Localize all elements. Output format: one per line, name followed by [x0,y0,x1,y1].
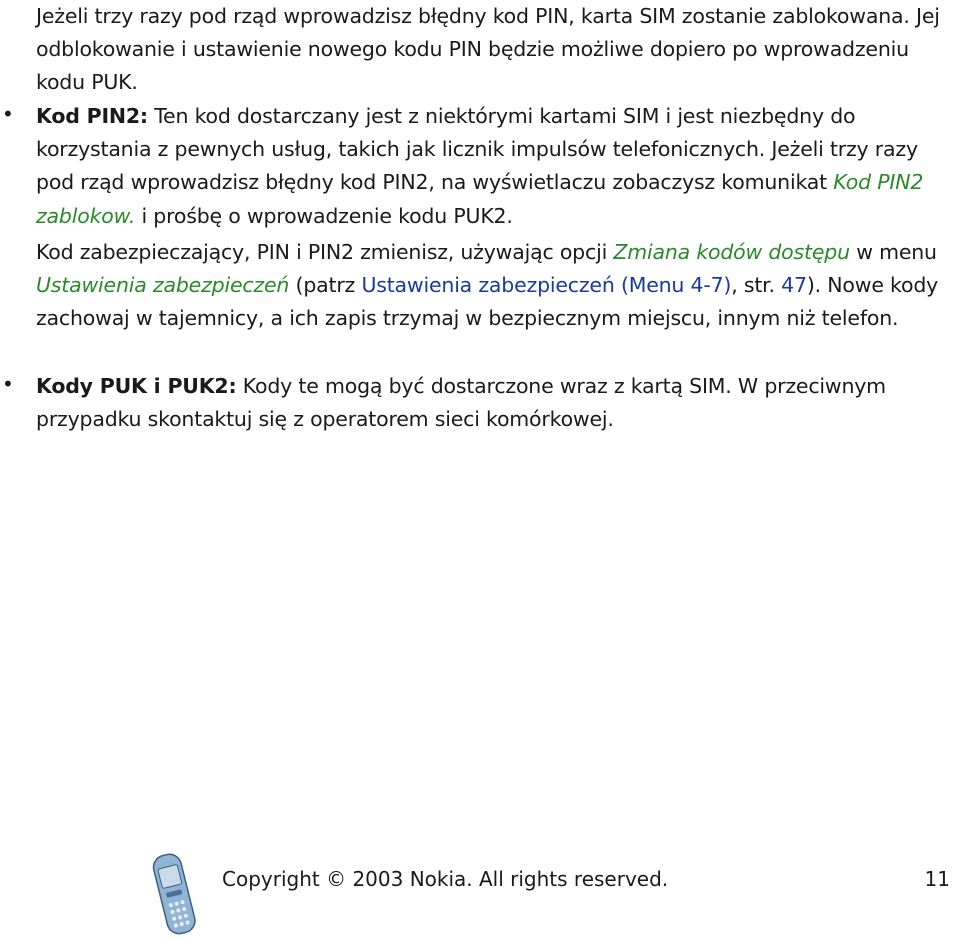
puk-paragraph [36,370,941,436]
puk-text: Kody te mogą być dostarczone wraz z kartą SIM. W przeciwnym przypadku skontaktuj się z operatorem sieci komórkowej. [36,374,886,432]
puk-term: Kody PUK i PUK2: [36,374,237,398]
bullet-pin2: • [2,102,14,126]
nokia-phone-icon [146,850,202,936]
pin2-term: Kod PIN2: [36,104,148,128]
pin2-section [36,100,941,335]
change-codes-paragraph: Kod zabezpieczający, PIN i PIN2 zmienisz, używając opcji Zmiana kodów dostępu w menu Ustawienia zabezpieczeń (patrz Ustawienia zabezpieczeń (Menu 4-7), str. 47). Nowe kody zachowaj w tajemnicy, a ich zapis trzymaj w bezpiecznym miejscu, innym niż telefon. [36,239,939,331]
pin2-blocked-message: Kod PIN2 zablokow. [36,170,924,228]
security-settings-menu: Ustawienia zabezpieczeń [36,273,290,298]
page-number: 11 [924,867,950,891]
security-settings-link[interactable]: Ustawienia zabezpieczeń (Menu 4-7) [361,273,732,298]
document-body [36,0,941,100]
copyright-footer: Copyright © 2003 Nokia. All rights reserved. [222,867,669,891]
page-link[interactable]: 47 [781,273,807,298]
pin2-text-2: i prośbę o wprowadzenie kodu PUK2. [135,203,513,228]
change-codes-option: Zmiana kodów dostępu [613,239,850,264]
puk-section [36,370,941,436]
pin-paragraph: Jeżeli trzy razy pod rząd wprowadzisz błędny kod PIN, karta SIM zostanie zablokowana. Jej odblokowanie i ustawienie nowego kodu PIN będzie możliwe dopiero po wprowadzeniu kodu PUK. [36,4,940,95]
pin2-paragraph [36,100,941,233]
bullet-puk: • [2,372,14,396]
pin2-text-1: Ten kod dostarczany jest z niektórymi kartami SIM i jest niezbędny do korzystania z pewnych usług, takich jak licznik impulsów telefonicznych. Jeżeli trzy razy pod rząd wprowadzisz błędny kod PIN2, na wyświetlaczu zobaczysz komunikat [36,104,918,195]
